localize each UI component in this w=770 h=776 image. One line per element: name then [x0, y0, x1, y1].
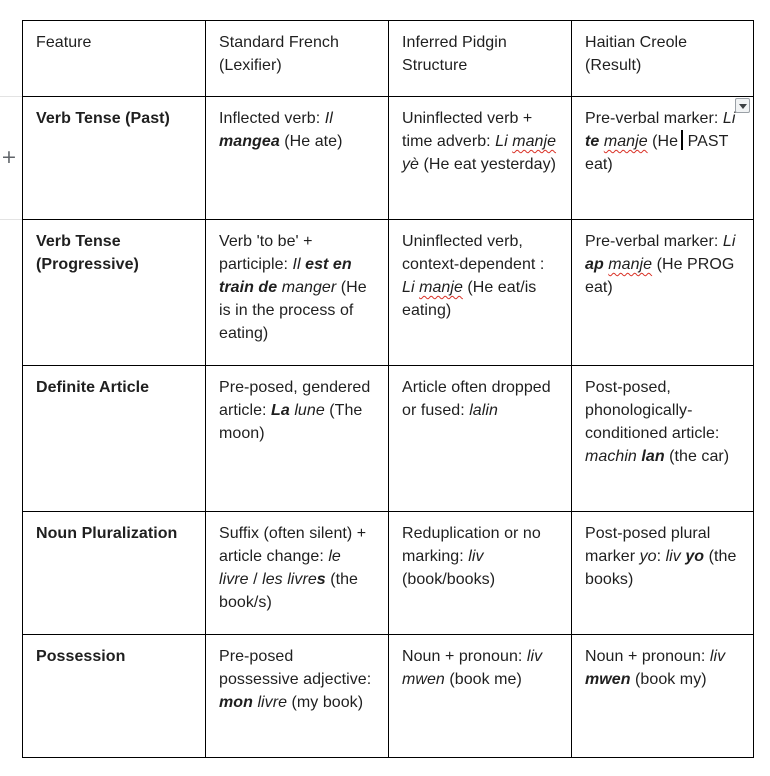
table-row	[23, 220, 754, 366]
french-cell[interactable]: Inflected verb: Il mangea (He ate)	[206, 97, 389, 220]
spellcheck-word[interactable]: manje	[603, 133, 648, 150]
french-cell[interactable]: Verb 'to be' + participle: Il est en train de manger (He is in the process of eating)	[206, 220, 389, 366]
pidgin-cell[interactable]: Uninflected verb + time adverb: Li manje yè (He eat yesterday)	[389, 97, 572, 220]
creole-cell[interactable]: Post-posed plural marker yo: liv yo (the books)	[572, 512, 754, 635]
header-cell-french[interactable]: Standard French (Lexifier)	[206, 21, 389, 97]
feature-cell[interactable]: Noun Pluralization	[23, 512, 206, 635]
french-cell[interactable]: Pre-posed possessive adjective: mon livre (my book)	[206, 635, 389, 758]
spellcheck-word[interactable]: manje	[419, 279, 463, 296]
pidgin-cell[interactable]: Article often dropped or fused: lalin	[389, 366, 572, 512]
creole-cell[interactable]: Post-posed, phonologically-conditioned article: machin lan (the car)	[572, 366, 754, 512]
table-row	[23, 366, 754, 512]
comparison-table	[22, 20, 754, 758]
feature-cell[interactable]: Definite Article	[23, 366, 206, 512]
pidgin-cell[interactable]: Noun + pronoun: liv mwen (book me)	[389, 635, 572, 758]
table-header-row	[23, 21, 754, 97]
header-cell-pidgin[interactable]: Inferred Pidgin Structure	[389, 21, 572, 97]
header-cell-creole[interactable]: Haitian Creole (Result)	[572, 21, 754, 97]
pidgin-cell[interactable]: Uninflected verb, context-dependent : Li manje (He eat/is eating)	[389, 220, 572, 366]
header-cell-feature[interactable]: Feature	[23, 21, 206, 97]
table-row	[23, 97, 754, 220]
add-row-plus-icon[interactable]: +	[1, 146, 17, 168]
french-cell[interactable]: Suffix (often silent) + article change: le livre / les livres (the book/s)	[206, 512, 389, 635]
cell-content: Pre-verbal marker: Li te manje (He PAST eat)	[585, 107, 739, 176]
feature-cell[interactable]: Possession	[23, 635, 206, 758]
creole-cell[interactable]	[572, 97, 754, 220]
table-row	[23, 635, 754, 758]
spellcheck-word[interactable]: manje	[608, 256, 653, 273]
creole-cell[interactable]: Noun + pronoun: liv mwen (book my)	[572, 635, 754, 758]
row-guide-line-top	[0, 96, 22, 97]
feature-cell[interactable]: Verb Tense (Past)	[23, 97, 206, 220]
french-cell[interactable]: Pre-posed, gendered article: La lune (The moon)	[206, 366, 389, 512]
feature-cell[interactable]: Verb Tense (Progressive)	[23, 220, 206, 366]
row-guide-line-bottom	[0, 219, 22, 220]
spellcheck-word[interactable]: manje	[512, 133, 557, 150]
pidgin-cell[interactable]: Reduplication or no marking: liv (book/books)	[389, 512, 572, 635]
creole-cell[interactable]: Pre-verbal marker: Li ap manje (He PROG eat)	[572, 220, 754, 366]
table-row	[23, 512, 754, 635]
cell-dropdown-chevron-icon[interactable]	[735, 98, 750, 113]
